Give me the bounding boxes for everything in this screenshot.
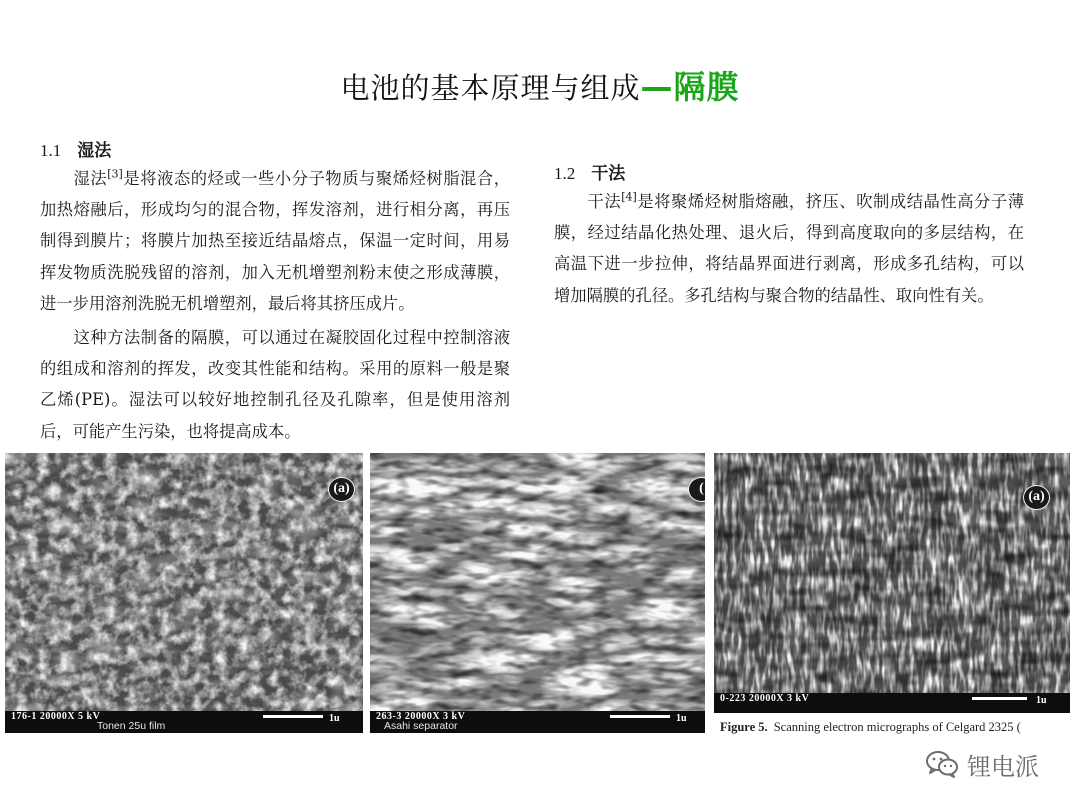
wet-method-ref: [3]	[107, 167, 123, 181]
sem-texture-porous	[714, 453, 1070, 713]
sem-texture-stretched	[370, 453, 705, 733]
wet-method-body: 是将液态的烃或一些小分子物质与聚烯烃树脂混合，加热熔融后，形成均匀的混合物，挥发溶剂，进行相分离，再压制得到膜片；将膜片加热至接近结晶熔点，保温一定时间，用易挥发物质洗脱残留的溶剂，加入无机增塑剂粉末使之形成薄膜，进一步用溶剂洗脱无机增塑剂，最后将其挤压成片。	[40, 169, 510, 313]
dry-method-number: 1.2	[554, 164, 576, 183]
wet-method-number: 1.1	[40, 141, 62, 160]
sem-magnification: 0-223 20000X 3 kV	[720, 693, 810, 704]
dry-method-body: 是将聚烯烃树脂熔融，挤压、吹制成结晶性高分子薄膜，经过结晶化热处理、退火后，得到高度取向的多层结构，在高温下进一步拉伸，将结晶界面进行剥离，形成多孔结构，可以增加隔膜的孔径。多孔结构与聚合物的结晶性、取向性有关。	[554, 192, 1024, 305]
sem-texture-fibrous	[5, 453, 363, 733]
watermark	[925, 746, 1039, 782]
scale-bar	[610, 715, 670, 718]
sem-magnification: 176-1 20000X 5 kV	[11, 711, 101, 722]
sem-caption: Tonen 25u film	[97, 720, 166, 732]
sem-caption: Asahi separator	[384, 720, 458, 732]
scale-label: 1u	[1036, 695, 1047, 706]
dry-method-paragraph	[554, 186, 1024, 311]
dry-method-heading	[554, 159, 625, 184]
dry-method-lead: 干法	[587, 192, 622, 211]
sem-image-asahi	[370, 453, 705, 733]
panel-tag: (	[688, 477, 705, 502]
wet-method-p2: 这种方法制备的隔膜，可以通过在凝胶固化过程中控制溶液的组成和溶剂的挥发，改变其性能和结构。采用的原料一般是聚乙烯(PE)。湿法可以较好地控制孔径及孔隙率，但是使用溶剂后，可能产生污染，也将提高成本。	[40, 328, 510, 441]
figure-label: Figure 5.	[720, 720, 768, 734]
scale-bar	[263, 715, 323, 718]
figure-caption-text: Scanning electron micrographs of Celgard 2325 (	[773, 720, 1021, 734]
wet-method-paragraph-2	[40, 322, 510, 447]
scale-label: 1u	[329, 713, 340, 724]
dry-method-ref: [4]	[621, 190, 637, 204]
dry-method-title: 干法	[591, 164, 626, 184]
wechat-icon	[925, 749, 959, 779]
slide-title	[0, 62, 1080, 108]
wet-method-heading	[40, 136, 111, 161]
figure-caption	[720, 720, 1075, 740]
scale-bar	[972, 697, 1027, 700]
panel-tag: (a)	[1023, 485, 1050, 510]
sem-image-tonen	[5, 453, 363, 733]
sem-image-celgard	[714, 453, 1070, 713]
panel-tag: (a)	[328, 477, 355, 502]
title-accent: —隔膜	[640, 68, 740, 106]
title-main: 电池的基本原理与组成	[340, 71, 641, 105]
wet-method-title: 湿法	[77, 141, 112, 161]
scale-label: 1u	[676, 713, 687, 724]
wet-method-paragraph-1	[40, 163, 510, 319]
watermark-text: 锂电派	[967, 752, 1039, 781]
wet-method-lead: 湿法	[73, 169, 108, 188]
sem-magnification: 263-3 20000X 3 kV	[376, 711, 466, 722]
